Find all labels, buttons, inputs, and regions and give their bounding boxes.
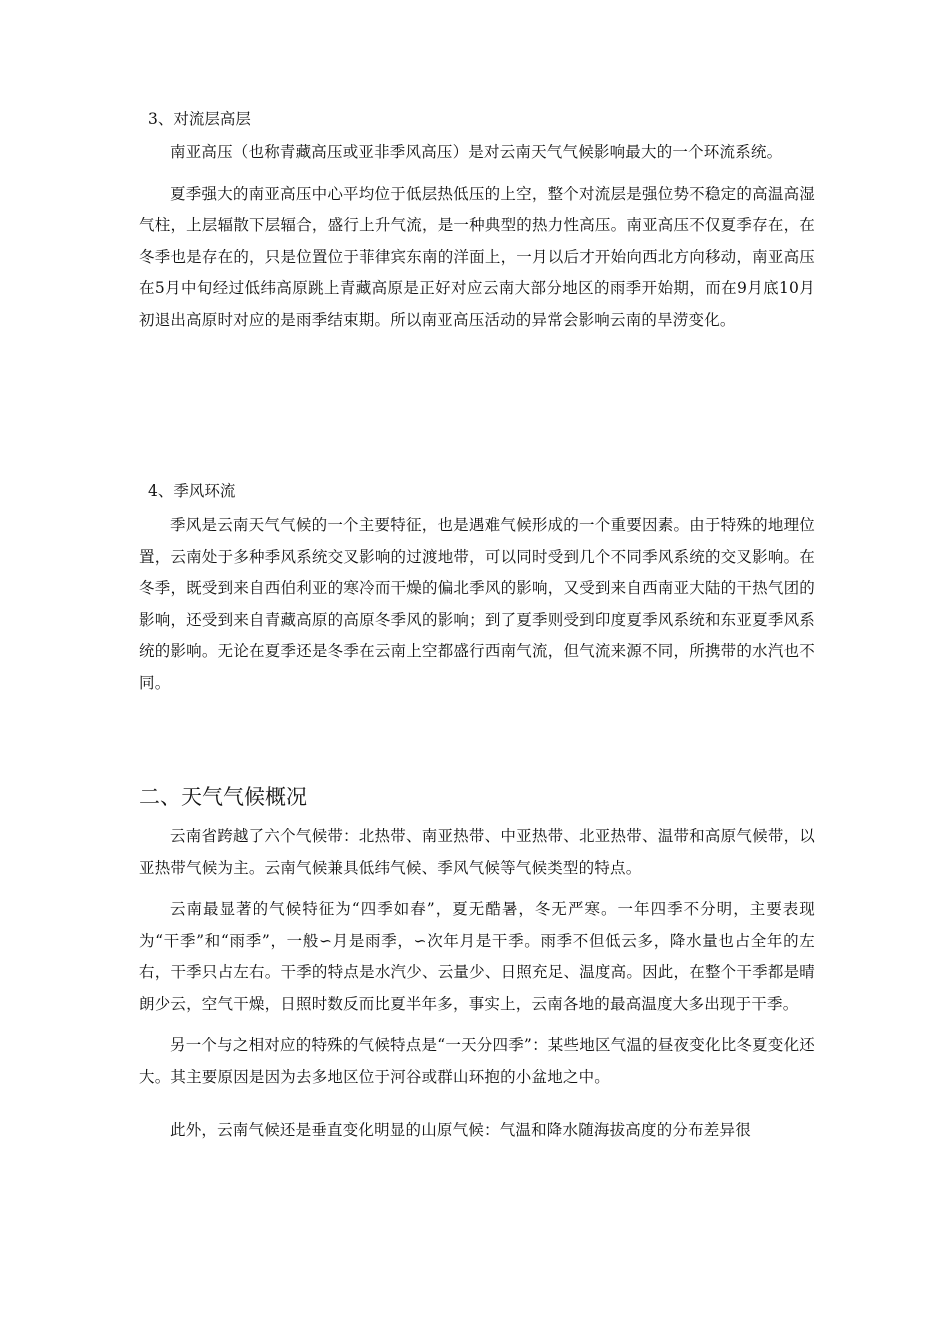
section-4-body: [139, 510, 815, 699]
paragraph: 另一个与之相对应的特殊的气候特点是“一天分四季”：某些地区气温的昼夜变化比冬夏变化还大。其主要原因是因为去多地区位于河谷或群山环抱的小盆地之中。: [139, 1036, 815, 1086]
chapter-heading-weather-climate-overview: 二、天气气候概况: [139, 785, 307, 809]
section-3-body: [139, 137, 815, 336]
paragraph: 南亚高压（也称青藏高压或亚非季风高压）是对云南天气气候影响最大的一个环流系统。: [170, 143, 783, 161]
paragraph: 云南省跨越了六个气候带：北热带、南亚热带、中亚热带、北亚热带、温带和高原气候带，以亚热带气候为主。云南气候兼具低纬气候、季风气候等气候类型的特点。: [139, 827, 815, 877]
paragraph: 季风是云南天气气候的一个主要特征，也是遇难气候形成的一个重要因素。由于特殊的地理位置，云南处于多种季风系统交叉影响的过渡地带，可以同时受到几个不同季风系统的交叉影响。在冬季，既受到来自西伯利亚的寒冷而干燥的偏北季风的影响，又受到来自西南亚大陆的干热气团的影响，还受到来自青藏高原的高原冬季风的影响；到了夏季则受到印度夏季风系统和东亚夏季风系统的影响。无论在夏季还是冬季在云南上空都盛行西南气流，但气流来源不同，所携带的水汽也不同。: [139, 516, 815, 692]
paragraph: 云南最显著的气候特征为“四季如春”，夏无酷暑，冬无严寒。一年四季不分明，主要表现为“干季”和“雨季”，一般∽月是雨季，∽次年月是干季。雨季不但低云多，降水量也占全年的左右，干季只占左右。干季的特点是水汽少、云量少、日照充足、温度高。因此，在整个干季都是晴朗少云，空气干燥，日照时数反而比夏半年多，事实上，云南各地的最高温度大多出现于干季。: [139, 900, 815, 1013]
section-heading-monsoon-circulation: 4、季风环流: [148, 482, 236, 500]
paragraph: 夏季强大的南亚高压中心平均位于低层热低压的上空，整个对流层是强位势不稳定的高温高湿气柱，上层辐散下层辐合，盛行上升气流，是一种典型的热力性高压。南亚高压不仅夏季存在，在冬季也是存在的，只是位置位于菲律宾东南的洋面上，一月以后才开始向西北方向移动，南亚高压在5月中旬经过低纬高原跳上青藏高原是正好对应云南大部分地区的雨季开始期，而在9月底10月初退出高原时对应的是雨季结束期。所以南亚高压活动的异常会影响云南的旱涝变化。: [139, 184, 815, 329]
paragraph: 此外，云南气候还是垂直变化明显的山原气候：气温和降水随海拔高度的分布差异很: [170, 1121, 751, 1139]
part-2-body: [139, 821, 815, 1147]
section-heading-tropopause-upper: 3、对流层高层: [148, 110, 251, 128]
